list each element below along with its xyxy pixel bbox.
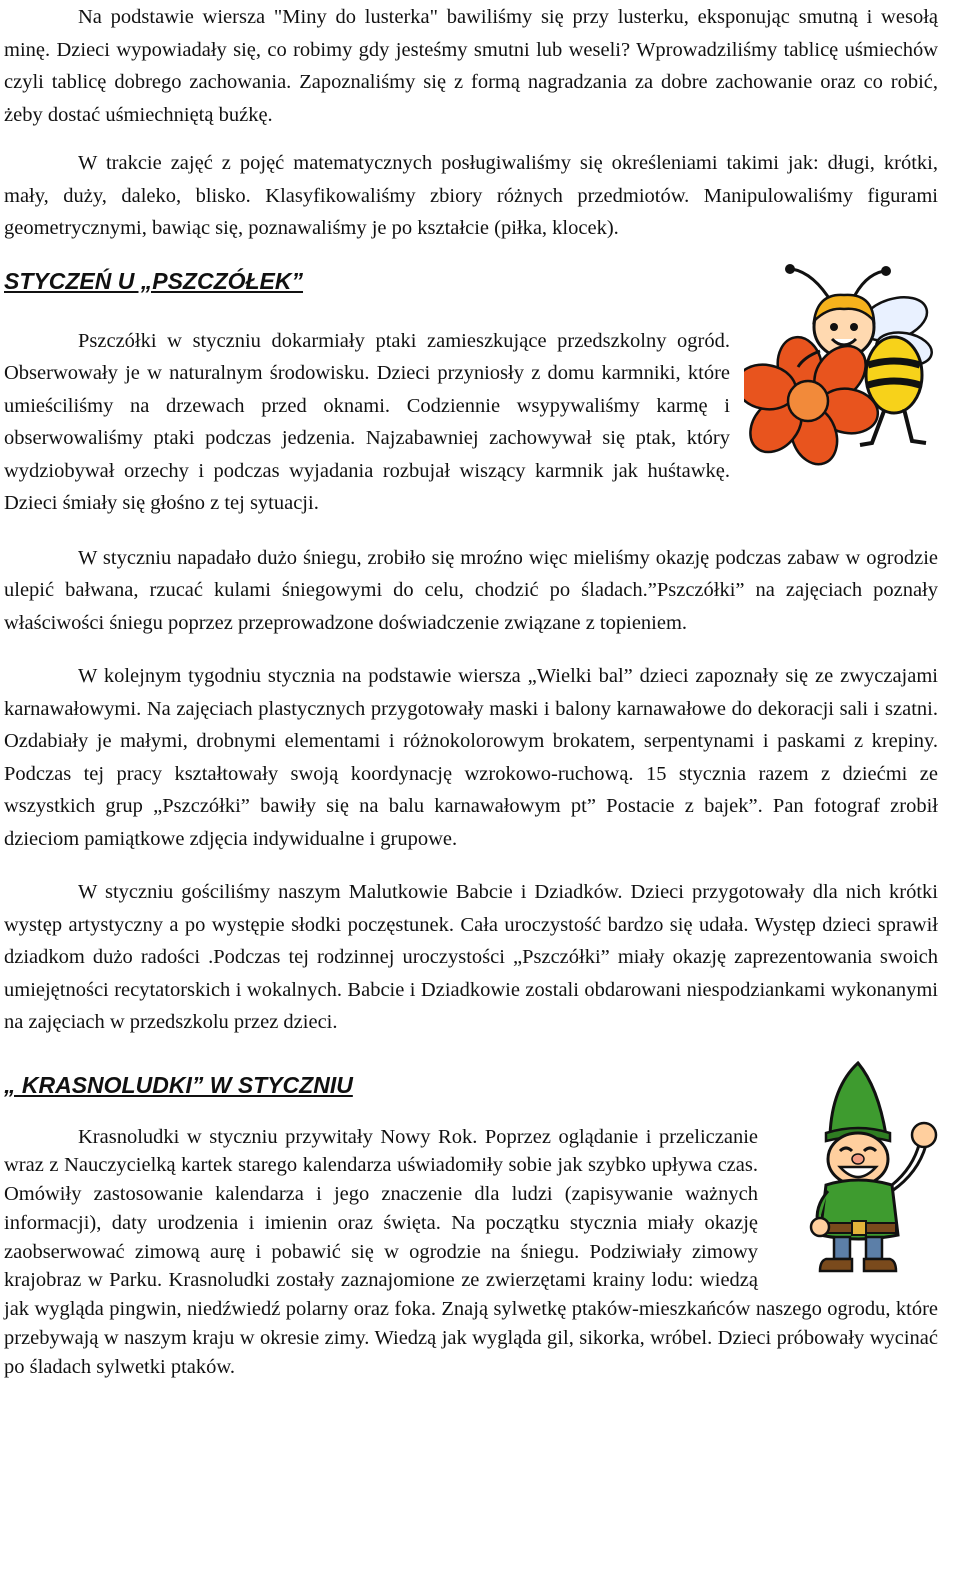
heading-pszczolki: STYCZEŃ U „PSZCZÓŁEK”: [4, 267, 304, 294]
paragraph-math-concepts: W trakcie zajęć z pojęć matematycznych posługiwaliśmy się określeniami takimi jak: długi, krótki, mały, duży, daleko, blisko. Klasyfikowaliśmy zbiory różnych przedmiotów. Manipulowaliśmy figurami geometrycznymi, bawiąc się, poznawaliśmy je po kształcie (piłka, klocek).: [4, 152, 938, 239]
gnome-illustration: [774, 1057, 942, 1279]
document-page: [4, 0, 938, 1382]
heading-krasnoludki: „ KRASNOLUDKI” W STYCZNIU: [4, 1071, 353, 1098]
paragraph-new-year: Krasnoludki w styczniu przywitały Nowy Rok. Poprzez oglądanie i przeliczanie wraz z Nauczycielką kartek starego kalendarza uświadomiły sobie jak szybko upływa czas. Omówiły zastosowanie kalendarza i jego znaczenie dla ludzi (zapisywanie ważnych informacji), daty urodzenia i imienin oraz święta. Na początku stycznia miały okazję zaobserwować zimową aurę i pobawić się w ogrodzie na śniegu. Podziwiały zimowy krajobraz w Parku. Krasnoludki zostały zaznajomione ze zwierzętami krainy lodu: wiedzą jak wygląda pingwin, niedźwiedź polarny oraz foka. Znają sylwetkę ptaków-mieszkańców naszego ogrodu, które przebywają w naszym kraju w okresie zimy. Wiedzą jak wygląda gil, sikorka, wróbel. Dzieci próbowały wycinać po śladach sylwetki ptaków.: [4, 1125, 938, 1378]
gnome-icon: [774, 1057, 942, 1279]
paragraph-carnival: W kolejnym tygodniu stycznia na podstawie wiersza „Wielki bal” dzieci zapoznały się ze zwyczajami karnawałowymi. Na zajęciach plastycznych przygotowały maski i balony karnawałowe do dekoracji sali i szatni. Ozdabiały je małymi, drobnymi elementami i różnokolorowym brokatem, serpentynami i paskami z krepiny. Podczas tej pracy kształtowały swoją koordynację wzrokowo-ruchową. 15 stycznia razem z dziećmi ze wszystkich grup „Pszczółki” bawiły się na balu karnawałowym pt” Postacie z bajek”. Pan fotograf zrobił dzieciom pamiątkowe zdjęcia indywidualne i grupowe.: [4, 665, 938, 850]
bee-on-flower-icon: [744, 263, 944, 471]
paragraph-snow-play: W styczniu napadało dużo śniegu, zrobiło się mroźno więc mieliśmy okazję podczas zabaw w ogrodzie ulepić bałwana, rzucać kulami śniegowymi do celu, chodzić po śladach.”Pszczółki” na zajęciach poznały właściwości śniegu poprzez przeprowadzone doświadczenie związane z topieniem.: [4, 546, 938, 634]
paragraph-grandparents: W styczniu gościliśmy naszym Malutkowie Babcie i Dziadków. Dzieci przygotowały dla nich krótki występ artystyczny a po występie słodki poczęstunek. Cała uroczystość bardzo się udała. Występ dzieci sprawił dziadkom dużo radości .Podczas tej rodzinnej uroczystości „Pszczółki” miały okazję zaprezentowania swoich umiejętności recytatorskich i wokalnych. Babcie i Dziadkowie zostali obdarowani niespodziankami wykonanymi na zajęciach w przedszkolu przez dzieci.: [4, 881, 938, 1033]
paragraph-mirror-faces: Na podstawie wiersza "Miny do lusterka" bawiliśmy się przy lusterku, eksponując smutną i wesołą minę. Dzieci wypowiadały się, co robimy gdy jesteśmy smutni lub weseli? Wprowadziliśmy tablicę uśmiechów czyli tablicę dobrego zachowania. Zapoznaliśmy się z formą nagradzania za dobre zachowanie oraz co robić, żeby dostać uśmiechniętą buźkę.: [4, 6, 938, 126]
bee-illustration: [744, 263, 944, 471]
paragraph-feeding-birds: Pszczółki w styczniu dokarmiały ptaki zamieszkujące przedszkolny ogród. Obserwowały je w naturalnym środowisku. Dzieci przyniosły z domu karmniki, które umieściliśmy na drzewach przed oknami. Codziennie wsypywaliśmy karmę i obserwowaliśmy ptaki podczas jedzenia. Najzabawniej zachowywał się ptak, który wydziobywał orzechy i podczas wyjadania rozbujał wiszący karmnik jak huśtawkę. Dzieci śmiały się głośno z tej sytuacji.: [4, 329, 730, 514]
